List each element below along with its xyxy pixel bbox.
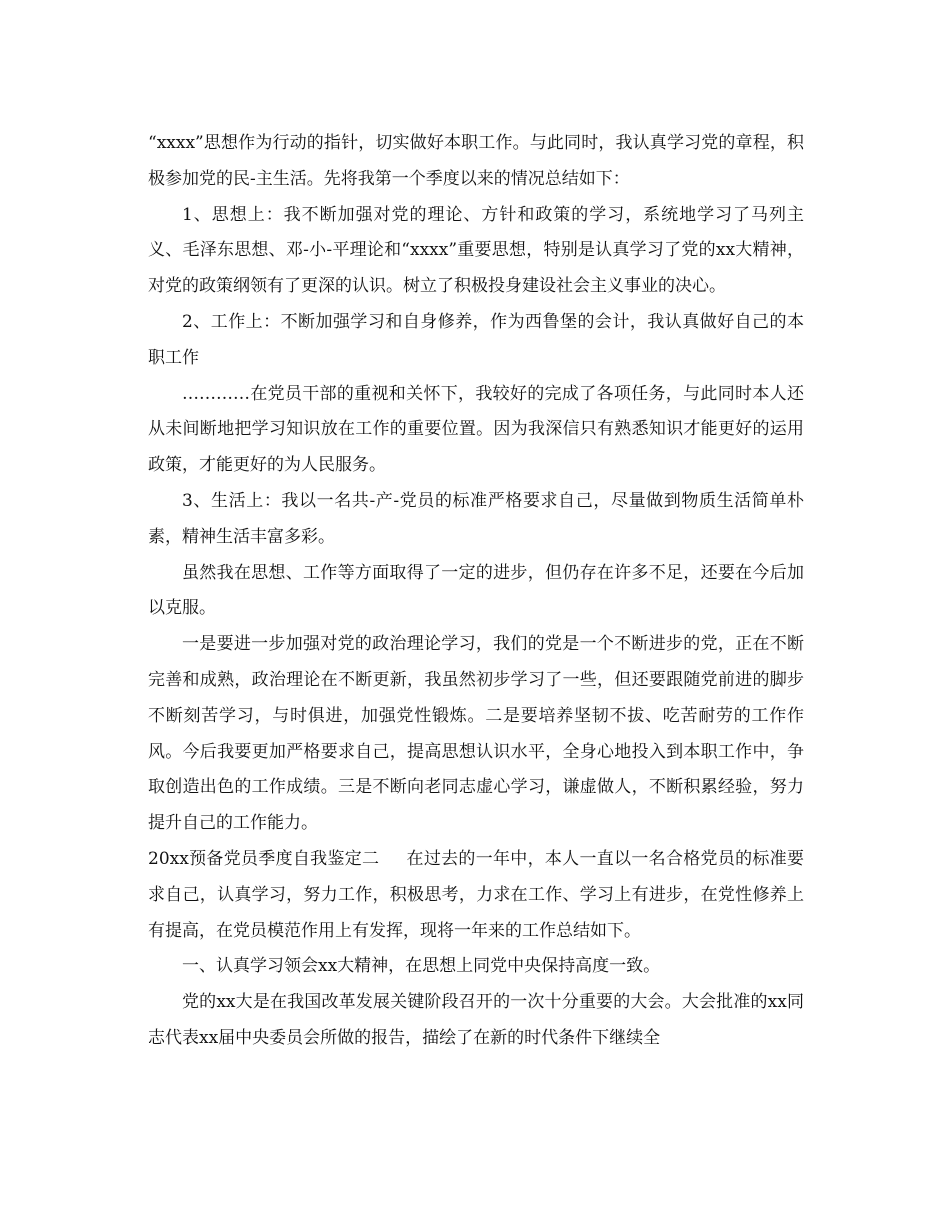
paragraph-3: 2、工作上：不断加强学习和自身修养，作为西鲁堡的会计，我认真做好自己的本职工作 <box>148 311 804 368</box>
paragraph-5: 3、生活上：我以一名共-产-党员的标准严格要求自己，尽量做到物质生活简单朴素，精神生活丰富多彩。 <box>148 490 804 547</box>
document-body <box>148 126 804 1057</box>
paragraph-4: …………在党员干部的重视和关怀下，我较好的完成了各项任务，与此同时本人还从未间断地把学习知识放在工作的重要位置。因为我深信只有熟悉知识才能更好的运用政策，才能更好的为人民服务。 <box>148 383 804 476</box>
paragraph-7: 一是要进一步加强对党的政治理论学习，我们的党是一个不断进步的党，正在不断完善和成熟，政治理论在不断更新，我虽然初步学习了一些，但还要跟随党前进的脚步不断刻苦学习，与时俱进，加强党性锻炼。二是要培养坚韧不拔、吃苦耐劳的工作作风。今后我要更加严格要求自己，提高思想认识水平，全身心地投入到本职工作中，争取创造出色的工作成绩。三是不断向老同志虚心学习，谦虚做人，不断积累经验，努力提升自己的工作能力。 <box>148 634 804 834</box>
paragraph-1: “xxxx”思想作为行动的指针，切实做好本职工作。与此同时，我认真学习党的章程，积极参加党的民-主生活。先将我第一个季度以来的情况总结如下： <box>148 133 804 189</box>
paragraph-6: 虽然我在思想、工作等方面取得了一定的进步，但仍存在许多不足，还要在今后加以克服。 <box>148 562 804 619</box>
section-intro: 在过去的一年中，本人一直以一名合格党员的标准要求自己，认真学习，努力工作，积极思考，力求在工作、学习上有进步，在党性修养上有提高，在党员模范作用上有发挥，现将一年来的工作总结如下。 <box>148 848 805 941</box>
paragraph-2: 1、思想上：我不断加强对党的理论、方针和政策的学习，系统地学习了马列主义、毛泽东思想、邓-小-平理论和“xxxx”重要思想，特别是认真学习了党的xx大精神，对党的政策纲领有了更深的认识。树立了积极投身建设社会主义事业的决心。 <box>148 204 804 297</box>
paragraph-10: 党的xx大是在我国改革发展关键阶段召开的一次十分重要的大会。大会批准的xx同志代表xx届中央委员会所做的报告，描绘了在新的时代条件下继续全 <box>148 992 804 1048</box>
paragraph-9: 一、认真学习领会xx大精神，在思想上同党中央保持高度一致。 <box>182 956 661 977</box>
section-title: 20xx预备党员季度自我鉴定二 <box>148 848 380 869</box>
section-paragraph <box>148 842 804 949</box>
